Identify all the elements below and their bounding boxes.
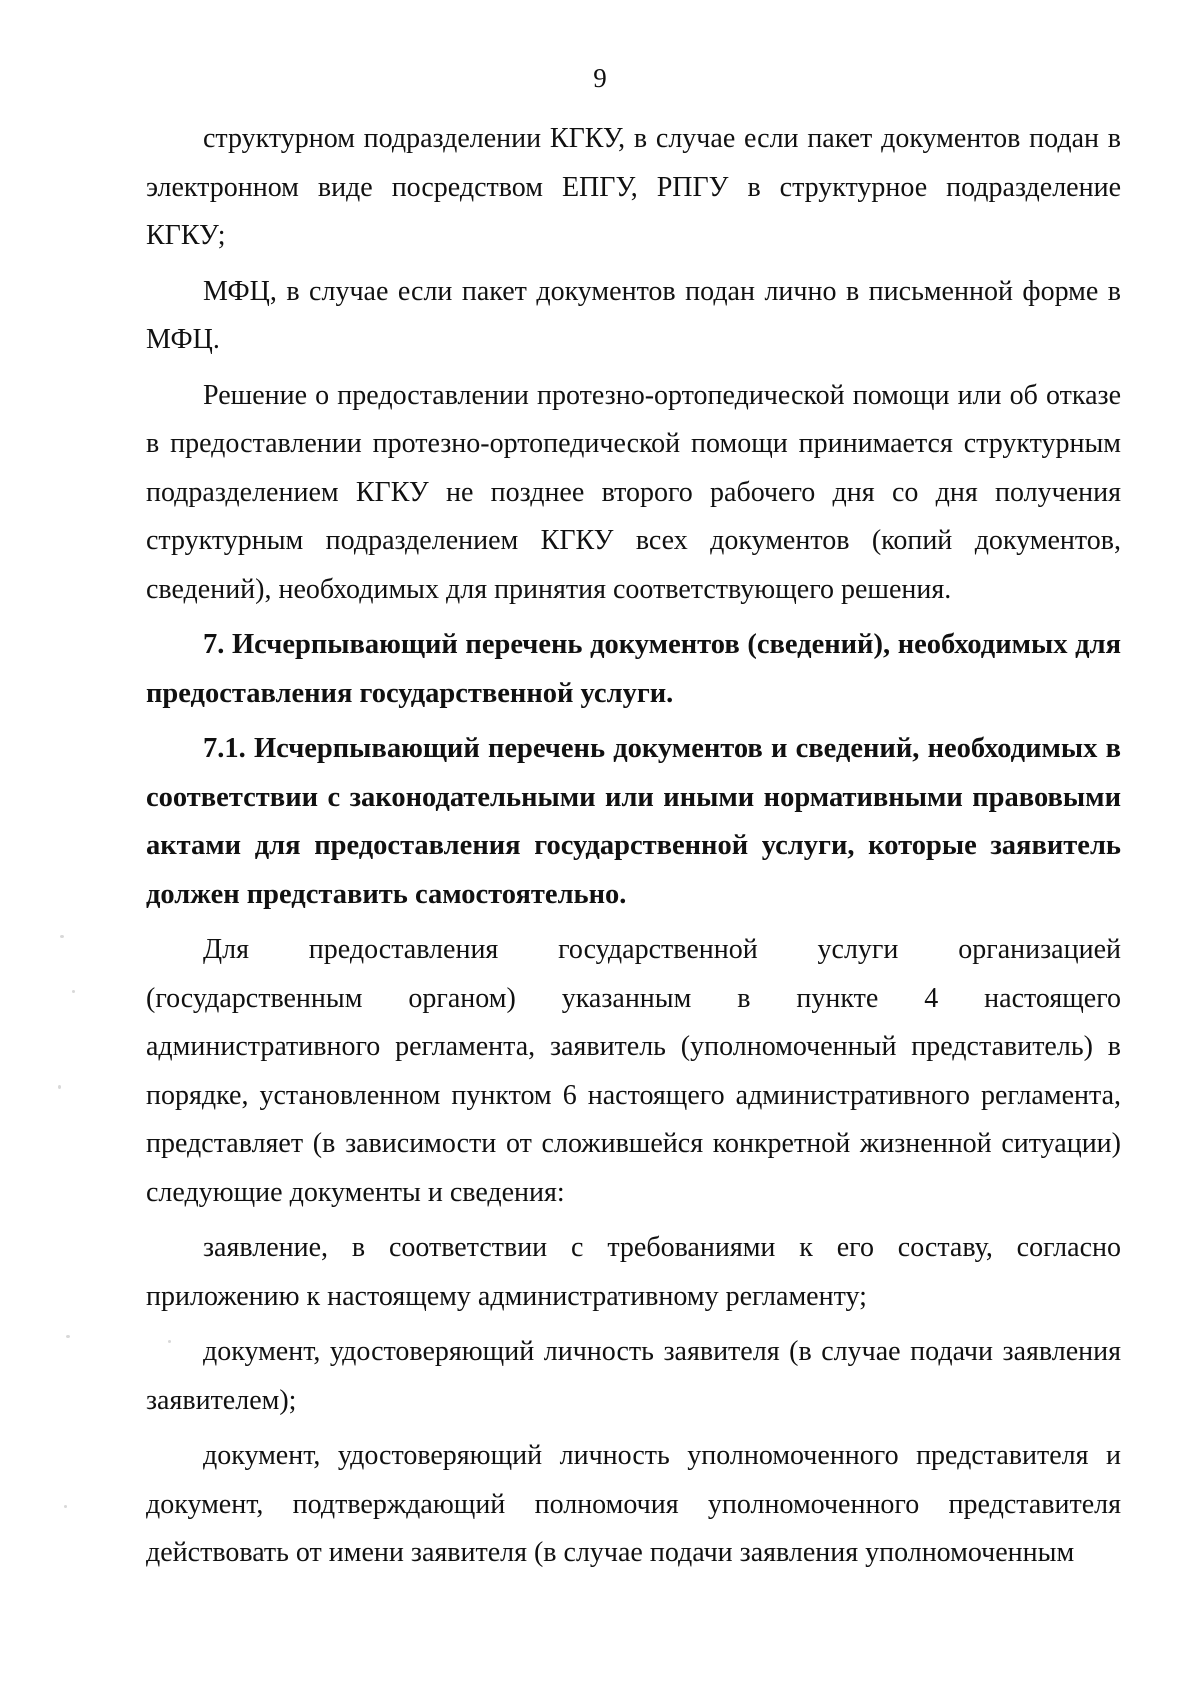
paragraph-decision: Решение о предоставлении протезно-ортопедической помощи или об отказе в предоставлении протезно-ортопедической помощи принимается структурным подразделением КГКУ не позднее второго рабочего дня со дня получения структурным подразделением КГКУ всех документов (копий документов, сведений), необходимых для принятия соответствующего решения. (146, 379, 1121, 605)
paragraph-kgku-continuation: структурном подразделении КГКУ, в случае если пакет документов подан в электронном виде посредством ЕПГУ, РПГУ в структурное подразделение КГКУ; (146, 123, 1121, 251)
scan-artifact (58, 1085, 61, 1089)
scan-artifact (66, 1335, 70, 1338)
section-7-heading: 7. Исчерпывающий перечень документов (сведений), необходимых для предоставления государственной услуги. (146, 629, 1121, 709)
list-item-representative-id: документ, удостоверяющий личность уполномоченного представителя и документ, подтверждающий полномочия уполномоченного представителя действовать от имени заявителя (в случае подачи заявления уполномоченным (146, 1440, 1121, 1568)
document-body (146, 115, 1121, 1585)
paragraph-mfc: МФЦ, в случае если пакет документов подан лично в письменной форме в МФЦ. (146, 275, 1121, 355)
scan-artifact (168, 1340, 171, 1343)
page-number: 9 (593, 63, 607, 93)
scan-artifact (64, 1505, 67, 1508)
section-7-1-heading: 7.1. Исчерпывающий перечень документов и сведений, необходимых в соответствии с законодательными или иными нормативными правовыми актами для предоставления государственной услуги, которые заявитель должен представить самостоятельно. (146, 733, 1121, 910)
scan-artifact (60, 935, 64, 938)
paragraph-documents-intro: Для предоставления государственной услуги организацией (государственным органом) указанным в пункте 4 настоящего административного регламента, заявитель (уполномоченный представитель) в порядке, установленном пунктом 6 настоящего административного регламента, представляет (в зависимости от сложившейся конкретной жизненной ситуации) следующие документы и сведения: (146, 934, 1121, 1208)
scan-artifact (72, 990, 75, 993)
list-item-application: заявление, в соответствии с требованиями к его составу, согласно приложению к настоящему административному регламенту; (146, 1232, 1121, 1312)
list-item-applicant-id: документ, удостоверяющий личность заявителя (в случае подачи заявления заявителем); (146, 1336, 1121, 1416)
